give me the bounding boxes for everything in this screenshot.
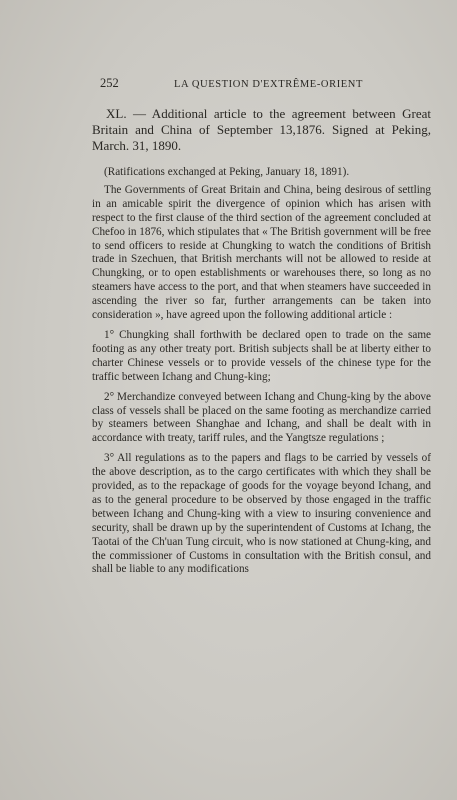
article-title: XL. — Additional article to the agreement between Great Britain and China of September 13,1876. Signed at Peking, March. 31, 1890. — [92, 106, 431, 153]
page-number: 252 — [100, 76, 119, 90]
preamble-paragraph: The Governments of Great Britain and China, being desirous of settling in an amicable spirit the divergence of opinion which has arisen with respect to the first clause of the third section of the agreement concluded at Chefoo in 1876, which stipulates that « The British government will be free to send officers to reside at Chungking to watch the conditions of British trade in Szechuen, that British merchants will not be allowed to reside at Chungking, or to open establishments or warehouses there, so long as no steamers have access to the port, and that when steamers have succeeded in ascending the river so far, further arrangements can be taken into consideration », have agreed upon the following additional article : — [92, 183, 431, 322]
article-clause-3: 3° All regulations as to the papers and flags to be carried by vessels of the above description, as to the cargo certificates with which they shall be provided, as to the repackage of goods for the voyage beyond Ichang, and as to the general procedure to be observed by those engaged in the traffic between Ichang and Chung-king with a view to insuring convenience and security, shall be drawn up by the superintendent of Customs at Ichang, the Taotai of the Ch'uan Tung circuit, who is now stationed at Chung-king, and the commissioner of Customs in consultation with the British consul, and shall be liable to any modifications — [92, 452, 431, 576]
article-clause-2: 2° Merchandize conveyed between Ichang and Chung-king by the above class of vessels shall be placed on the same footing as merchandize carried by steamers between Shanghae and Ichang, and shall be dealt with in accordance with treaty, tariff rules, and the Yangtsze regulations ; — [92, 390, 431, 445]
ratifications-note: (Ratifications exchanged at Peking, January 18, 1891). — [104, 166, 350, 178]
article-clause-1: 1° Chungking shall forthwith be declared open to trade on the same footing as any other treaty port. British subjects shall be at liberty either to charter Chinese vessels or to provide vessels of the chinese type for the traffic between Ichang and Chung-king; — [92, 328, 431, 383]
running-head: LA QUESTION D'EXTRÊME-ORIENT — [174, 79, 364, 90]
page-body — [92, 106, 431, 583]
